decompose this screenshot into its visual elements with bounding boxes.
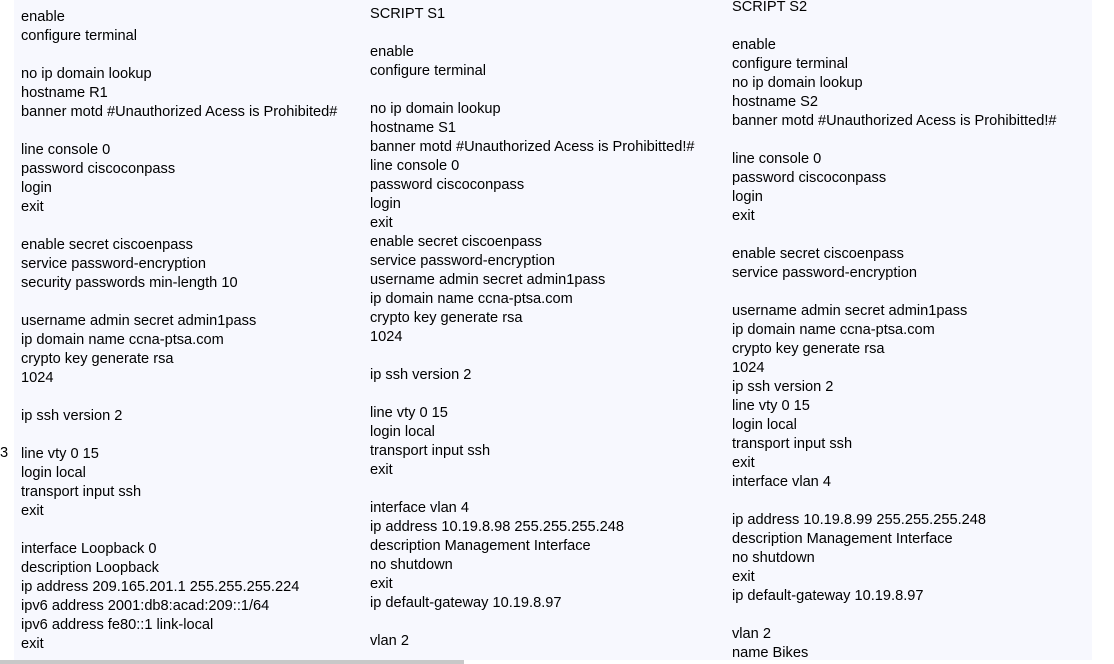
script-line: name Bikes [732,645,809,661]
script-line: password ciscoconpass [732,170,887,186]
script-line: ip ssh version 2 [370,367,472,383]
script-line: enable [21,9,65,25]
blank-line [21,426,364,445]
blank-line [732,492,1092,511]
script-line: exit [21,636,44,652]
script-s1-lines [370,5,726,651]
script-line: login local [732,417,797,433]
script-line: enable secret ciscoenpass [732,246,904,262]
script-line: ip address 10.19.8.99 255.255.255.248 [732,512,986,528]
script-line: no ip domain lookup [370,101,501,117]
script-line: vlan 2 [370,633,409,649]
script-line: enable [370,44,414,60]
blank-line [370,613,726,632]
script-line: crypto key generate rsa [370,310,523,326]
script-line: exit [732,208,755,224]
script-line: ip domain name ccna-ptsa.com [370,291,573,307]
script-line: exit [370,215,393,231]
script-line: interface Loopback 0 [21,541,157,557]
script-line: description Management Interface [370,538,591,554]
script-line: username admin secret admin1pass [732,303,968,319]
blank-line [21,46,364,65]
blank-line [370,24,726,43]
script-line: service password-encryption [732,265,917,281]
script-line: 1024 [370,329,403,345]
script-line: ip ssh version 2 [21,408,123,424]
script-line: security passwords min-length 10 [21,275,238,291]
script-line: no shutdown [732,550,815,566]
script-line: password ciscoconpass [370,177,525,193]
script-line: ip default-gateway 10.19.8.97 [370,595,562,611]
script-s2-lines [732,0,1092,663]
script-line: line console 0 [732,151,822,167]
script-line: no shutdown [370,557,453,573]
script-line: exit [21,503,44,519]
script-line: configure terminal [370,63,486,79]
script-line: no ip domain lookup [21,66,152,82]
script-line: line vty 0 15 [732,398,810,414]
script-line: line vty 0 15 [21,446,99,462]
script-line: username admin secret admin1pass [370,272,606,288]
blank-line [370,347,726,366]
script-line: 1024 [732,360,765,376]
script-line: enable secret ciscoenpass [21,237,193,253]
script-s2-column [726,0,1092,660]
script-line: login local [21,465,86,481]
script-line: transport input ssh [370,443,491,459]
script-r1-column [14,0,364,660]
script-line: exit [370,576,393,592]
script-line: description Management Interface [732,531,953,547]
script-line: ip address 209.165.201.1 255.255.255.224 [21,579,300,595]
script-line: enable [732,37,776,53]
script-line: login [732,189,763,205]
blank-line [732,283,1092,302]
script-line: line console 0 [370,158,460,174]
script-line: exit [21,199,44,215]
script-line: login [370,196,401,212]
script-line: no ip domain lookup [732,75,863,91]
script-line: banner motd #Unauthorized Acess is Prohibitted!# [732,113,1057,129]
blank-line [370,385,726,404]
script-line: ip address 10.19.8.98 255.255.255.248 [370,519,624,535]
script-line: exit [732,455,755,471]
script-line: crypto key generate rsa [21,351,174,367]
script-line: line vty 0 15 [370,405,448,421]
script-line: ipv6 address fe80::1 link-local [21,617,214,633]
script-line: interface vlan 4 [732,474,831,490]
script-line: service password-encryption [21,256,206,272]
script-line: transport input ssh [21,484,142,500]
blank-line [21,217,364,236]
blank-line [21,388,364,407]
blank-line [732,606,1092,625]
blank-line [732,131,1092,150]
horizontal-scrollbar[interactable] [0,660,464,664]
script-line: exit [370,462,393,478]
script-line: description Loopback [21,560,159,576]
blank-line [732,17,1092,36]
script-line: login local [370,424,435,440]
script-line: crypto key generate rsa [732,341,885,357]
script-s1-column [364,0,726,660]
blank-line [21,122,364,141]
script-line: SCRIPT S1 [370,6,446,22]
script-line: 1024 [21,370,54,386]
blank-line [370,480,726,499]
script-line: service password-encryption [370,253,555,269]
script-line: username admin secret admin1pass [21,313,257,329]
script-line: enable secret ciscoenpass [370,234,542,250]
blank-line [21,521,364,540]
left-edge-fragment: 3 [0,445,9,461]
script-line: ip default-gateway 10.19.8.97 [732,588,924,604]
script-line: hostname S1 [370,120,456,136]
script-line: hostname R1 [21,85,108,101]
script-line: configure terminal [21,28,137,44]
script-line: ip domain name ccna-ptsa.com [732,322,935,338]
script-line: ipv6 address 2001:db8:acad:209::1/64 [21,598,270,614]
script-line: password ciscoconpass [21,161,176,177]
blank-line [732,226,1092,245]
script-line: vlan 2 [732,626,771,642]
script-line: transport input ssh [732,436,853,452]
blank-line [21,293,364,312]
script-line: SCRIPT S2 [732,0,808,15]
script-line: interface vlan 4 [370,500,469,516]
script-line: configure terminal [732,56,848,72]
script-line: banner motd #Unauthorized Acess is Prohibited# [21,104,338,120]
script-line: line console 0 [21,142,111,158]
script-line: banner motd #Unauthorized Acess is Prohibitted!# [370,139,695,155]
script-r1-lines [21,8,364,654]
blank-line [370,81,726,100]
script-line: exit [732,569,755,585]
script-line: login [21,180,52,196]
script-line: hostname S2 [732,94,818,110]
script-line: ip domain name ccna-ptsa.com [21,332,224,348]
script-line: ip ssh version 2 [732,379,834,395]
